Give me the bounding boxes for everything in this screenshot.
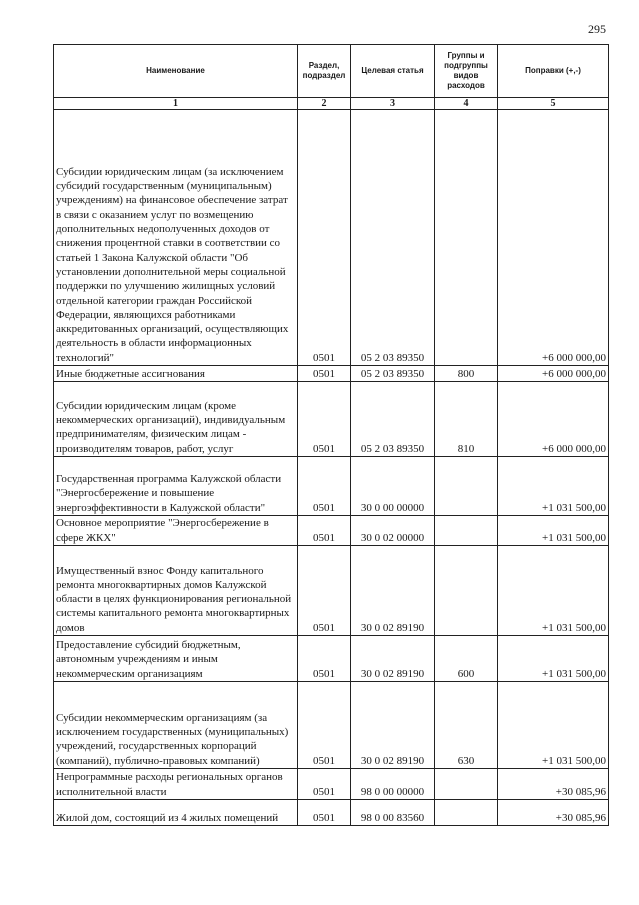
row-article: 98 0 00 83560 xyxy=(351,800,435,826)
row-name: Имущественный взнос Фонду капитального ремонта многоквартирных домов Калужской области в целях функционирования региональной системы капитального ремонта многоквартирных домов xyxy=(54,546,298,636)
row-amount: +1 031 500,00 xyxy=(498,516,609,546)
row-article: 30 0 00 00000 xyxy=(351,457,435,516)
table-row xyxy=(54,769,609,800)
row-article: 05 2 03 89350 xyxy=(351,366,435,382)
row-section: 0501 xyxy=(298,636,351,682)
row-section: 0501 xyxy=(298,769,351,800)
row-name: Субсидии юридическим лицам (кроме некоммерческих организаций), индивидуальным предпринимателям, физическим лицам - производителям товаров, работ, услуг xyxy=(54,382,298,457)
row-name: Субсидии юридическим лицам (за исключением субсидий государственным (муниципальным) учреждениям) на финансовое обеспечение затрат в связи с оказанием услуг по возмещению дополнительных недополученных доходов от снижения процентной ставки в соответствии со статьей 1 Закона Калужской области "Об установлении дополнительной меры социальной поддержки по улучшению жилищных условий отдельной категории граждан Российской Федерации, являющихся работниками аккредитованных организаций, осуществляющих деятельность в области информационных технологий" xyxy=(54,110,298,366)
column-number: 3 xyxy=(351,98,435,110)
row-amount: +30 085,96 xyxy=(498,769,609,800)
row-article: 98 0 00 00000 xyxy=(351,769,435,800)
row-article: 30 0 02 89190 xyxy=(351,682,435,769)
row-amount: +6 000 000,00 xyxy=(498,382,609,457)
row-amount: +6 000 000,00 xyxy=(498,110,609,366)
row-name: Жилой дом, состоящий из 4 жилых помещений xyxy=(54,800,298,826)
row-article: 05 2 03 89350 xyxy=(351,382,435,457)
table-row xyxy=(54,800,609,826)
row-article: 05 2 03 89350 xyxy=(351,110,435,366)
table-row xyxy=(54,546,609,636)
header-article: Целевая статья xyxy=(351,45,435,98)
row-amount: +30 085,96 xyxy=(498,800,609,826)
header-name: Наименование xyxy=(54,45,298,98)
table-row xyxy=(54,457,609,516)
row-group: 800 xyxy=(435,366,498,382)
row-group xyxy=(435,110,498,366)
row-group xyxy=(435,457,498,516)
row-section: 0501 xyxy=(298,516,351,546)
header-section: Раздел, подраздел xyxy=(298,45,351,98)
row-article: 30 0 02 89190 xyxy=(351,636,435,682)
budget-amendments-table xyxy=(53,44,609,826)
table-row xyxy=(54,636,609,682)
row-group xyxy=(435,546,498,636)
row-section: 0501 xyxy=(298,457,351,516)
row-section: 0501 xyxy=(298,546,351,636)
row-name: Непрограммные расходы региональных органов исполнительной власти xyxy=(54,769,298,800)
column-number: 4 xyxy=(435,98,498,110)
row-section: 0501 xyxy=(298,366,351,382)
row-section: 0501 xyxy=(298,110,351,366)
row-group: 630 xyxy=(435,682,498,769)
row-amount: +1 031 500,00 xyxy=(498,546,609,636)
column-number-row xyxy=(54,98,609,110)
row-name: Основное мероприятие "Энергосбережение в сфере ЖКХ" xyxy=(54,516,298,546)
header-row xyxy=(54,45,609,98)
table-row xyxy=(54,110,609,366)
row-group xyxy=(435,769,498,800)
row-article: 30 0 02 00000 xyxy=(351,516,435,546)
row-group: 810 xyxy=(435,382,498,457)
row-amount: +1 031 500,00 xyxy=(498,682,609,769)
row-article: 30 0 02 89190 xyxy=(351,546,435,636)
table-row xyxy=(54,516,609,546)
column-number: 5 xyxy=(498,98,609,110)
table-row xyxy=(54,366,609,382)
row-group: 600 xyxy=(435,636,498,682)
column-number: 2 xyxy=(298,98,351,110)
header-amendments: Поправки (+,-) xyxy=(498,45,609,98)
row-amount: +1 031 500,00 xyxy=(498,636,609,682)
row-section: 0501 xyxy=(298,682,351,769)
row-amount: +1 031 500,00 xyxy=(498,457,609,516)
table-row xyxy=(54,682,609,769)
row-name: Субсидии некоммерческим организациям (за исключением государственных (муниципальных) учреждений, государственных корпораций (компаний), публично-правовых компаний) xyxy=(54,682,298,769)
row-amount: +6 000 000,00 xyxy=(498,366,609,382)
row-group xyxy=(435,800,498,826)
row-name: Государственная программа Калужской области "Энергосбережение и повышение энергоэффективности в Калужской области" xyxy=(54,457,298,516)
row-section: 0501 xyxy=(298,800,351,826)
row-group xyxy=(435,516,498,546)
column-number: 1 xyxy=(54,98,298,110)
page-number: 295 xyxy=(588,22,606,36)
table-row xyxy=(54,382,609,457)
header-groups: Группы и подгруппы видов расходов xyxy=(435,45,498,98)
row-name: Иные бюджетные ассигнования xyxy=(54,366,298,382)
row-section: 0501 xyxy=(298,382,351,457)
row-name: Предоставление субсидий бюджетным, автономным учреждениям и иным некоммерческим организациям xyxy=(54,636,298,682)
